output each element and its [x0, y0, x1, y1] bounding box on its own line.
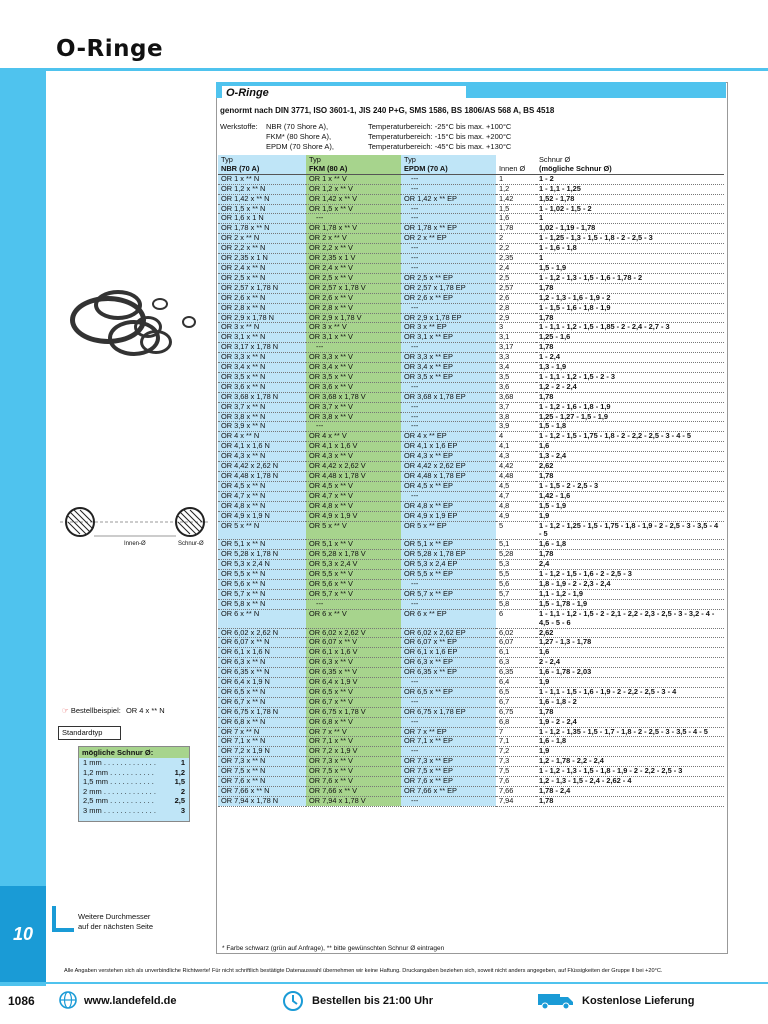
table-row: OR 4 x ** N OR 4 x ** V OR 4 x ** EP 4 1 - 1,2 - 1,5 - 1,75 - 1,8 - 2 - 2,2 - 2,5 - 3 - 4 - 5 [218, 432, 724, 442]
table-row: OR 1,6 x 1 N --- --- 1,6 1 [218, 214, 724, 224]
o-ring-table: Typ NBR (70 A) Typ FKM (80 A) Typ EPDM (70 A) Innen Ø Schnur Ø (mögliche Schnur Ø) OR 1 x ** N OR 1 x ** V --- 1 1 - 2 OR 1,2 x ** N OR 1,2 x ** V --- 1,2 1 - 1,1 - 1,25 OR 1,42 x ** N OR 1,42 x ** V OR 1,42 x ** EP 1,42 1,52 - 1,78 OR 1,5 x ** N OR 1,5 x ** V --- 1,5 1 - 1,02 - 1,5 - 2 OR 1,6 x 1 N --- --- 1,6 1 OR 1,78 x ** N OR 1,78 x ** V OR 1,78 x ** EP 1,78 1,02 - 1,19 - 1,78 OR 2 x ** N OR 2 x ** V OR 2 x ** EP 2 1 - 1,25 - 1,3 - 1,5 - 1,8 - 2 - 2,5 - 3 OR 2,2 x ** N OR 2,2 x ** V --- 2,2 1 - 1,6 - 1,8 OR 2,35 x 1 N OR 2,35 x 1 V --- 2,35 1 OR 2,4 x ** N OR 2,4 x ** V --- 2,4 1,5 - 1,9 OR 2,5 x ** N OR 2,5 x ** V OR 2,5 x ** EP 2,5 1 - 1,2 - 1,3 - 1,5 - 1,6 - 1,78 - 2 OR 2,57 x 1,78 N OR 2,57 x 1,78 V OR 2,57 x 1,78 EP 2,57 1,78 OR 2,6 x ** N OR 2,6 x ** V OR 2,6 x ** EP 2,6 1,2 - 1,3 - 1,6 - 1,9 - 2 OR 2,8 x ** N OR 2,8 x ** V --- 2,8 1 - 1,5 - 1,6 - 1,8 - 1,9 OR 2,9 x 1,78 N OR 2,9 x 1,78 V OR 2,9 x 1,78 EP 2,9 1,78 OR 3 x ** N OR 3 x ** V OR 3 x ** EP 3 1 - 1,1 - 1,2 - 1,5 - 1,85 - 2 - 2,4 - 2,7 - 3 OR 3,1 x ** N OR 3,1 x ** V OR 3,1 x ** EP 3,1 1,25 - 1,6 OR 3,17 x 1,78 N --- --- 3,17 1,78 OR 3,3 x ** N OR 3,3 x ** V OR 3,3 x ** EP 3,3 1 - 2,4 OR 3,4 x ** N OR 3,4 x ** V OR 3,4 x ** EP 3,4 1,3 - 1,9 OR 3,5 x ** N OR 3,5 x ** V OR 3,5 x ** EP 3,5 1 - 1,1 - 1,2 - 1,5 - 2 - 3 OR 3,6 x ** N OR 3,6 x ** V --- 3,6 1,2 - 2 - 2,4 OR 3,68 x 1,78 N OR 3,68 x 1,78 V OR 3,68 x 1,78 EP 3,68 1,78 OR 3,7 x ** N OR 3,7 x ** V --- 3,7 1 - 1,2 - 1,6 - 1,8 - 1,9 OR 3,8 x ** N OR 3,8 x ** V --- 3,8 1,25 - 1,27 - 1,5 - 1,9 OR 3,9 x ** N --- --- 3,9 1,5 - 1,8 OR 4 x ** N OR 4 x ** V OR 4 x ** EP 4 1 - 1,2 - 1,5 - 1,75 - 1,8 - 2 - 2,2 - 2,5 - 3 - 4 - 5 OR 4,1 x 1,6 N OR 4,1 x 1,6 V OR 4,1 x 1,6 EP 4,1 1,6 OR 4,3 x ** N OR 4,3 x ** V OR 4,3 x ** EP 4,3 1,3 - 2,4 OR 4,42 x 2,62 N OR 4,42 x 2,62 V OR 4,42 x 2,62 EP 4,42 2,62 OR 4,48 x 1,78 N OR 4,48 x 1,78 V OR 4,48 x 1,78 EP 4,48 1,78 OR 4,5 x ** N OR 4,5 x ** V OR 4,5 x ** EP 4,5 1 - 1,5 - 2 - 2,5 - 3 OR 4,7 x ** N OR 4,7 x ** V --- 4,7 1,42 - 1,6 OR 4,8 x ** N OR 4,8 x ** V OR 4,8 x ** EP 4,8 1,5 - 1,9 OR 4,9 x 1,9 N OR 4,9 x 1,9 V OR 4,9 x 1,9 EP 4,9 1,9 OR 5 x ** N OR 5 x ** V OR 5 x ** EP 5 1 - 1,2 - 1,25 - 1,5 - 1,75 - 1,8 - 1,9 - 2 - 2,5 - 3 - 3,5 - 4 - 5 OR 5,1 x ** N OR 5,1 x ** V OR 5,1 x ** EP 5,1 1,6 - 1,8 OR 5,28 x 1,78 N OR 5,28 x 1,78 V OR 5,28 x 1,78 EP 5,28 1,78 OR 5,3 x 2,4 N OR 5,3 x 2,4 V OR 5,3 x 2,4 EP 5,3 2,4 OR 5,5 x ** N OR 5,5 x ** V OR 5,5 x ** EP 5,5 1 - 1,2 - 1,5 - 1,6 - 2 - 2,5 - 3 OR 5,6 x ** N OR 5,6 x ** V --- 5,6 1,8 - 1,9 - 2 - 2,3 - 2,4 OR 5,7 x ** N OR 5,7 x ** V OR 5,7 x ** EP 5,7 1,1 - 1,2 - 1,9 OR 5,8 x ** N --- --- 5,8 1,5 - 1,78 - 1,9 OR 6 x ** N OR 6 x ** V OR 6 x ** EP 6 1 - 1,1 - 1,2 - 1,5 - 2 - 2,1 - 2,2 - 2,3 - 2,5 - 3 - 3,2 - 4 - 4,5 - 5 - 6 OR 6,02 x 2,62 N OR 6,02 x 2,62 V OR 6,02 x 2,62 EP 6,02 2,62 OR 6,07 x ** N OR 6,07 x ** V OR 6,07 x ** EP 6,07 1,27 - 1,3 - 1,78 OR 6,1 x 1,6 N OR 6,1 x 1,6 V OR 6,1 x 1,6 EP 6,1 1,6 OR 6,3 x ** N OR 6,3 x ** V OR 6,3 x ** EP 6,3 2 - 2,4 OR 6,35 x ** N OR 6,35 x ** V OR 6,35 x ** EP 6,35 1,6 - 1,78 - 2,03 OR 6,4 x 1,9 N OR 6,4 x 1,9 V --- 6,4 1,9 OR 6,5 x ** N OR 6,5 x ** V OR 6,5 x ** EP 6,5 1 - 1,1 - 1,5 - 1,6 - 1,9 - 2 - 2,2 - 2,5 - 3 - 4 OR 6,7 x ** N OR 6,7 x ** V --- 6,7 1,6 - 1,8 - 2 OR 6,75 x 1,78 N OR 6,75 x 1,78 V OR 6,75 x 1,78 EP 6,75 1,78 OR 6,8 x ** N OR 6,8 x ** V --- 6,8 1,9 - 2 - 2,4 OR 7 x ** N OR 7 x ** V OR 7 x ** EP 7 1 - 1,2 - 1,35 - 1,5 - 1,7 - 1,8 - 2 - 2,5 - 3 - 3,5 - 4 - 5 OR 7,1 x ** N OR 7,1 x ** V OR 7,1 x ** EP 7,1 1,6 - 1,8 OR 7,2 x 1,9 N OR 7,2 x 1,9 V --- 7,2 1,9 OR 7,3 x ** N OR 7,3 x ** V OR 7,3 x ** EP 7,3 1,2 - 1,78 - 2,2 - 2,4 OR 7,5 x ** N OR 7,5 x ** V OR 7,5 x ** EP 7,5 1 - 1,2 - 1,3 - 1,5 - 1,8 - 1,9 - 2 - 2,2 - 2,5 - 3 OR 7,6 x ** N OR 7,6 x ** V OR 7,6 x ** EP 7,6 1,2 - 1,3 - 1,5 - 2,4 - 2,62 - 4 OR 7,66 x ** N OR 7,66 x ** V OR 7,66 x ** EP 7,66 1,78 - 2,4 OR 7,94 x 1,78 N OR 7,94 x 1,78 V --- 7,94 1,78 [218, 155, 724, 807]
table-row: OR 6,02 x 2,62 N OR 6,02 x 2,62 V OR 6,02 x 2,62 EP 6,02 2,62 [218, 628, 724, 638]
table-row: OR 1,42 x ** N OR 1,42 x ** V OR 1,42 x ** EP 1,42 1,52 - 1,78 [218, 194, 724, 204]
diagram-innen-label: Innen-Ø [124, 541, 146, 547]
table-row: OR 3,7 x ** N OR 3,7 x ** V --- 3,7 1 - 1,2 - 1,6 - 1,8 - 1,9 [218, 402, 724, 412]
standard-type-box: Standardtyp [58, 726, 121, 740]
table-row: OR 1,2 x ** N OR 1,2 x ** V --- 1,2 1 - 1,1 - 1,25 [218, 184, 724, 194]
table-row: OR 7,2 x 1,9 N OR 7,2 x 1,9 V --- 7,2 1,9 [218, 747, 724, 757]
table-row: OR 4,8 x ** N OR 4,8 x ** V OR 4,8 x ** EP 4,8 1,5 - 1,9 [218, 501, 724, 511]
table-row: OR 7,3 x ** N OR 7,3 x ** V OR 7,3 x ** EP 7,3 1,2 - 1,78 - 2,2 - 2,4 [218, 757, 724, 767]
table-row: OR 5,3 x 2,4 N OR 5,3 x 2,4 V OR 5,3 x 2,4 EP 5,3 2,4 [218, 560, 724, 570]
table-row: OR 2,35 x 1 N OR 2,35 x 1 V --- 2,35 1 [218, 254, 724, 264]
table-row: OR 3,4 x ** N OR 3,4 x ** V OR 3,4 x ** EP 3,4 1,3 - 1,9 [218, 363, 724, 373]
table-row: OR 4,1 x 1,6 N OR 4,1 x 1,6 V OR 4,1 x 1,6 EP 4,1 1,6 [218, 442, 724, 452]
table-row: OR 5,28 x 1,78 N OR 5,28 x 1,78 V OR 5,28 x 1,78 EP 5,28 1,78 [218, 550, 724, 560]
table-row: OR 6,8 x ** N OR 6,8 x ** V --- 6,8 1,9 - 2 - 2,4 [218, 717, 724, 727]
globe-icon [58, 990, 78, 1010]
order-example [62, 706, 165, 715]
schnur-option: 1 mm . . . . . . . . . . . . . 1 [83, 758, 185, 767]
table-row: OR 1,5 x ** N OR 1,5 x ** V --- 1,5 1 - 1,02 - 1,5 - 2 [218, 204, 724, 214]
table-row: OR 4,5 x ** N OR 4,5 x ** V OR 4,5 x ** EP 4,5 1 - 1,5 - 2 - 2,5 - 3 [218, 481, 724, 491]
table-row: OR 6,7 x ** N OR 6,7 x ** V --- 6,7 1,6 - 1,8 - 2 [218, 697, 724, 707]
hand-icon: ☞ [62, 706, 69, 715]
cross-section-diagram [58, 500, 218, 556]
page-title: O-Ringe [56, 36, 164, 62]
norm-text: genormt nach DIN 3771, ISO 3601-1, JIS 240 P+G, SMS 1586, BS 1806/AS 568 A, BS 4518 [220, 106, 555, 115]
table-row: OR 4,9 x 1,9 N OR 4,9 x 1,9 V OR 4,9 x 1,9 EP 4,9 1,9 [218, 511, 724, 521]
table-row: OR 6,3 x ** N OR 6,3 x ** V OR 6,3 x ** EP 6,3 2 - 2,4 [218, 658, 724, 668]
product-box-title: O-Ringe [222, 86, 466, 100]
clock-icon [282, 990, 304, 1012]
more-sizes-note: Weitere Durchmesser auf der nächsten Seite [78, 912, 154, 931]
table-row: OR 7,94 x 1,78 N OR 7,94 x 1,78 V --- 7,94 1,78 [218, 796, 724, 806]
table-row: OR 6,35 x ** N OR 6,35 x ** V OR 6,35 x ** EP 6,35 1,6 - 1,78 - 2,03 [218, 668, 724, 678]
page-tab: 10 [0, 886, 46, 982]
table-row: OR 3,5 x ** N OR 3,5 x ** V OR 3,5 x ** EP 3,5 1 - 1,1 - 1,2 - 1,5 - 2 - 3 [218, 372, 724, 382]
schnur-option: 2,5 mm . . . . . . . . . . . 2,5 [83, 796, 185, 805]
table-row: OR 3,8 x ** N OR 3,8 x ** V --- 3,8 1,25 - 1,27 - 1,5 - 1,9 [218, 412, 724, 422]
table-row: OR 3,17 x 1,78 N --- --- 3,17 1,78 [218, 343, 724, 353]
top-divider [46, 68, 768, 71]
table-row: OR 6,4 x 1,9 N OR 6,4 x 1,9 V --- 6,4 1,9 [218, 678, 724, 688]
table-row: OR 7,6 x ** N OR 7,6 x ** V OR 7,6 x ** EP 7,6 1,2 - 1,3 - 1,5 - 2,4 - 2,62 - 4 [218, 777, 724, 787]
table-row: OR 4,7 x ** N OR 4,7 x ** V --- 4,7 1,42 - 1,6 [218, 491, 724, 501]
table-row: OR 4,3 x ** N OR 4,3 x ** V OR 4,3 x ** EP 4,3 1,3 - 2,4 [218, 452, 724, 462]
table-row: OR 6 x ** N OR 6 x ** V OR 6 x ** EP 6 1 - 1,1 - 1,2 - 1,5 - 2 - 2,1 - 2,2 - 2,3 - 2,5 - 3 - 3,2 - 4 - 4,5 - 5 - 6 [218, 609, 724, 628]
table-row: OR 6,1 x 1,6 N OR 6,1 x 1,6 V OR 6,1 x 1,6 EP 6,1 1,6 [218, 648, 724, 658]
table-row: OR 5 x ** N OR 5 x ** V OR 5 x ** EP 5 1 - 1,2 - 1,25 - 1,5 - 1,75 - 1,8 - 1,9 - 2 - 2,5 - 3 - 3,5 - 4 - 5 [218, 521, 724, 540]
table-row: OR 3,68 x 1,78 N OR 3,68 x 1,78 V OR 3,68 x 1,78 EP 3,68 1,78 [218, 392, 724, 402]
truck-icon [536, 990, 576, 1010]
table-row: OR 7,5 x ** N OR 7,5 x ** V OR 7,5 x ** EP 7,5 1 - 1,2 - 1,3 - 1,5 - 1,8 - 1,9 - 2 - 2,2 - 2,5 - 3 [218, 767, 724, 777]
diagram-schnur-label: Schnur-Ø [178, 541, 204, 547]
table-row: OR 5,8 x ** N --- --- 5,8 1,5 - 1,78 - 1,9 [218, 599, 724, 609]
schnur-option: 2 mm . . . . . . . . . . . . . 2 [83, 786, 185, 796]
table-row: OR 4,48 x 1,78 N OR 4,48 x 1,78 V OR 4,48 x 1,78 EP 4,48 1,78 [218, 472, 724, 482]
schnur-options-title: mögliche Schnur Ø: [79, 747, 189, 758]
table-row: OR 6,75 x 1,78 N OR 6,75 x 1,78 V OR 6,75 x 1,78 EP 6,75 1,78 [218, 707, 724, 717]
material-row: FKM* (80 Shore A), Temperaturbereich: -15°C bis max. +200°C [266, 132, 512, 141]
material-row: EPDM (70 Shore A), Temperaturbereich: -45°C bis max. +130°C [266, 142, 512, 151]
page-number: 1086 [8, 994, 35, 1008]
table-row: OR 2 x ** N OR 2 x ** V OR 2 x ** EP 2 1 - 1,25 - 1,3 - 1,5 - 1,8 - 2 - 2,5 - 3 [218, 234, 724, 244]
table-row: OR 2,57 x 1,78 N OR 2,57 x 1,78 V OR 2,57 x 1,78 EP 2,57 1,78 [218, 283, 724, 293]
table-row: OR 3 x ** N OR 3 x ** V OR 3 x ** EP 3 1 - 1,1 - 1,2 - 1,5 - 1,85 - 2 - 2,4 - 2,7 - 3 [218, 323, 724, 333]
table-row: OR 6,5 x ** N OR 6,5 x ** V OR 6,5 x ** EP 6,5 1 - 1,1 - 1,5 - 1,6 - 1,9 - 2 - 2,2 - 2,5 - 3 - 4 [218, 687, 724, 697]
table-row: OR 5,6 x ** N OR 5,6 x ** V --- 5,6 1,8 - 1,9 - 2 - 2,3 - 2,4 [218, 579, 724, 589]
table-row: OR 5,5 x ** N OR 5,5 x ** V OR 5,5 x ** EP 5,5 1 - 1,2 - 1,5 - 1,6 - 2 - 2,5 - 3 [218, 570, 724, 580]
schnur-option: 1,2 mm . . . . . . . . . . . 1,2 [83, 767, 185, 777]
order-label: Bestellbeispiel: [70, 706, 121, 715]
table-row: OR 3,9 x ** N --- --- 3,9 1,5 - 1,8 [218, 422, 724, 432]
schnur-option: 3 mm . . . . . . . . . . . . . 3 [83, 805, 185, 815]
table-row: OR 6,07 x ** N OR 6,07 x ** V OR 6,07 x ** EP 6,07 1,27 - 1,3 - 1,78 [218, 638, 724, 648]
table-row: OR 2,9 x 1,78 N OR 2,9 x 1,78 V OR 2,9 x 1,78 EP 2,9 1,78 [218, 313, 724, 323]
footnote: * Farbe schwarz (grün auf Anfrage), ** bitte gewünschten Schnur Ø eintragen [222, 945, 445, 952]
order-value: OR 4 x ** N [125, 706, 165, 715]
schnur-option: 1,5 mm . . . . . . . . . . . 1,5 [83, 777, 185, 786]
table-row: OR 3,3 x ** N OR 3,3 x ** V OR 3,3 x ** EP 3,3 1 - 2,4 [218, 353, 724, 363]
footer-delivery: Kostenlose Lieferung [582, 995, 695, 1007]
table-row: OR 7,1 x ** N OR 7,1 x ** V OR 7,1 x ** EP 7,1 1,6 - 1,8 [218, 737, 724, 747]
material-row: Werkstoffe: NBR (70 Shore A), Temperaturbereich: -25°C bis max. +100°C [220, 122, 512, 131]
disclaimer: Alle Angaben verstehen sich als unverbindliche Richtwerte! Für nicht schriftlich bestätigte Datenauswahl übernehmen wir keine Haftung. Druckangaben beziehen sich, soweit nicht anders angegeben, auf Flüssigkeiten der Gruppe II bei +20°C. [64, 968, 663, 974]
table-row: OR 7 x ** N OR 7 x ** V OR 7 x ** EP 7 1 - 1,2 - 1,35 - 1,5 - 1,7 - 1,8 - 2 - 2,5 - 3 - 3,5 - 4 - 5 [218, 727, 724, 737]
table-row: OR 2,8 x ** N OR 2,8 x ** V --- 2,8 1 - 1,5 - 1,6 - 1,8 - 1,9 [218, 303, 724, 313]
table-row: OR 2,6 x ** N OR 2,6 x ** V OR 2,6 x ** EP 2,6 1,2 - 1,3 - 1,6 - 1,9 - 2 [218, 293, 724, 303]
table-row: OR 5,1 x ** N OR 5,1 x ** V OR 5,1 x ** EP 5,1 1,6 - 1,8 [218, 540, 724, 550]
footer-order: Bestellen bis 21:00 Uhr [312, 995, 434, 1007]
materials-list [220, 122, 511, 152]
table-row: OR 3,6 x ** N OR 3,6 x ** V --- 3,6 1,2 - 2 - 2,4 [218, 382, 724, 392]
table-row: OR 1 x ** N OR 1 x ** V --- 1 1 - 2 [218, 174, 724, 184]
table-row: OR 2,5 x ** N OR 2,5 x ** V OR 2,5 x ** EP 2,5 1 - 1,2 - 1,3 - 1,5 - 1,6 - 1,78 - 2 [218, 273, 724, 283]
table-row: OR 3,1 x ** N OR 3,1 x ** V OR 3,1 x ** EP 3,1 1,25 - 1,6 [218, 333, 724, 343]
schnur-options-box [78, 746, 190, 822]
table-row: OR 2,4 x ** N OR 2,4 x ** V --- 2,4 1,5 - 1,9 [218, 263, 724, 273]
footer-web[interactable]: www.landefeld.de [84, 995, 177, 1007]
table-row: OR 7,66 x ** N OR 7,66 x ** V OR 7,66 x ** EP 7,66 1,78 - 2,4 [218, 787, 724, 797]
table-row: OR 1,78 x ** N OR 1,78 x ** V OR 1,78 x ** EP 1,78 1,02 - 1,19 - 1,78 [218, 224, 724, 234]
table-row: OR 4,42 x 2,62 N OR 4,42 x 2,62 V OR 4,42 x 2,62 EP 4,42 2,62 [218, 462, 724, 472]
table-row: OR 5,7 x ** N OR 5,7 x ** V OR 5,7 x ** EP 5,7 1,1 - 1,2 - 1,9 [218, 589, 724, 599]
table-row: OR 2,2 x ** N OR 2,2 x ** V --- 2,2 1 - 1,6 - 1,8 [218, 244, 724, 254]
sidebar-band [0, 68, 46, 986]
